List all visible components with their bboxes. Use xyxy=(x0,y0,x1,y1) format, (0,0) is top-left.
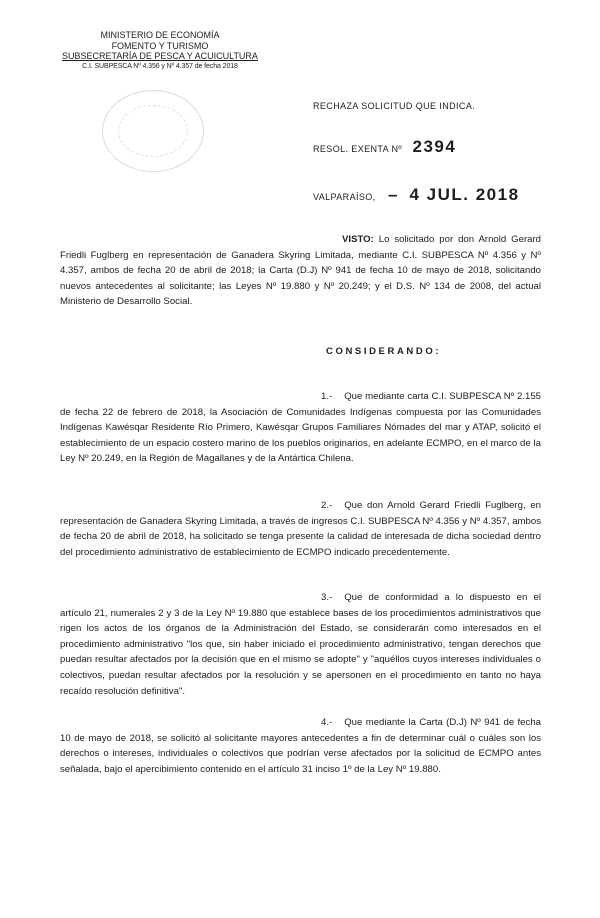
reference-line: C.I. SUBPESCA Nº 4.356 y Nº 4.357 de fecha 2018 xyxy=(82,62,238,70)
paragraph-text: Que mediante la Carta (D.J) Nº 941 de fecha 10 de mayo de 2018, se solicitó al solicitante mayores antecedentes a fin de determinar cuál o cuáles son los derechos o intereses, individuales o colectivos que podrían verse afectados por la solicitud de ECMPO antes señalada, bajo el apercibimiento contenido en el artículo 31 inciso 1º de la Ley Nº 19.880. xyxy=(60,717,541,775)
ministry-subtitle: FOMENTO Y TURISMO xyxy=(111,40,209,51)
date-dash: – xyxy=(388,185,400,204)
official-stamp xyxy=(102,90,204,172)
considerando-paragraph-2 xyxy=(60,498,541,560)
resolution-label: RESOL. EXENTA Nº xyxy=(313,144,403,154)
paragraph-text: Que mediante carta C.I. SUBPESCA Nº 2.155 de fecha 22 de febrero de 2018, la Asociación de Comunidades Indígenas compuesta por las Comunidades Indígenas Kawésqar Residente Río Primero, Kawésqar Grupos Familiares Nómades del mar y ATAP, solicitó el establecimiento de un espacio costero marino de los pueblos originarios, en adelante ECMPO, en el marco de la Ley Nº 20.249, en la Región de Magallanes y de la Antártica Chilena. xyxy=(60,391,541,465)
considerando-paragraph-4 xyxy=(60,715,541,777)
visto-text: Lo solicitado por don Arnold Gerard Friedli Fuglberg en representación de Ganadera Skyring Limitada, mediante C.I. SUBPESCA Nº 4.356 y Nº 4.357, ambos de fecha 20 de abril de 2018; la Carta (D.J) Nº 941 de fecha 10 de mayo de 2018, solicitando nuevos antecedentes al solicitante; las Leyes Nº 19.880 y Nº 20.249; y el D.S. Nº 134 de 2008, del actual Ministerio de Desarrollo Social. xyxy=(60,234,541,308)
subject-line: RECHAZA SOLICITUD QUE INDICA. xyxy=(313,101,476,111)
paragraph-number: 3.- xyxy=(321,592,333,603)
ministry-name: MINISTERIO DE ECONOMÍA xyxy=(100,30,220,40)
paragraph-number: 4.- xyxy=(321,717,333,728)
paragraph-text: Que de conformidad a lo dispuesto en el artículo 21, numerales 2 y 3 de la Ley Nº 19.880 que establece bases de los procedimientos administrativos que rigen los actos de los órganos de la Administración del Estado, se considerarán como interesados en el procedimiento administrativo "los que, sin haber iniciado el procedimiento administrativo, tengan derechos que puedan resultar afectados por la decisión que en el mismo se adopte" y "aquéllos cuyos intereses individuales o colectivos, puedan resultar afectados por la resolución y se apersonen en el procedimiento en tanto no haya recaído resolución definitiva". xyxy=(60,592,541,697)
paragraph-number: 2.- xyxy=(321,500,333,511)
paragraph-text: Que don Arnold Gerard Friedli Fuglberg, en representación de Ganadera Skyring Limitada, a través de ingresos C.I. SUBPESCA Nº 4.356 y Nº 4.357, ambos de fecha 20 de abril de 2018, ha solicitado se tenga presente la calidad de interesada de dicha sociedad dentro del procedimiento administrativo de establecimiento de ECMPO indicado precedentemente. xyxy=(60,500,541,558)
paragraph-number: 1.- xyxy=(321,391,333,402)
considerando-paragraph-3 xyxy=(60,590,541,699)
place-label: VALPARAÍSO, xyxy=(313,192,376,202)
visto-label: VISTO: xyxy=(342,234,374,245)
resolution-line xyxy=(313,137,456,157)
letterhead xyxy=(60,30,260,72)
visto-paragraph xyxy=(60,232,541,310)
considerando-paragraph-1 xyxy=(60,389,541,467)
considerando-heading: CONSIDERANDO: xyxy=(326,346,442,357)
resolution-date: 4 JUL. 2018 xyxy=(409,185,520,204)
official-stamp-inner xyxy=(118,105,188,157)
resolution-number: 2394 xyxy=(412,137,457,156)
place-date-line xyxy=(313,185,520,205)
subsecretaria-name: SUBSECRETARÍA DE PESCA Y ACUICULTURA xyxy=(62,51,258,61)
